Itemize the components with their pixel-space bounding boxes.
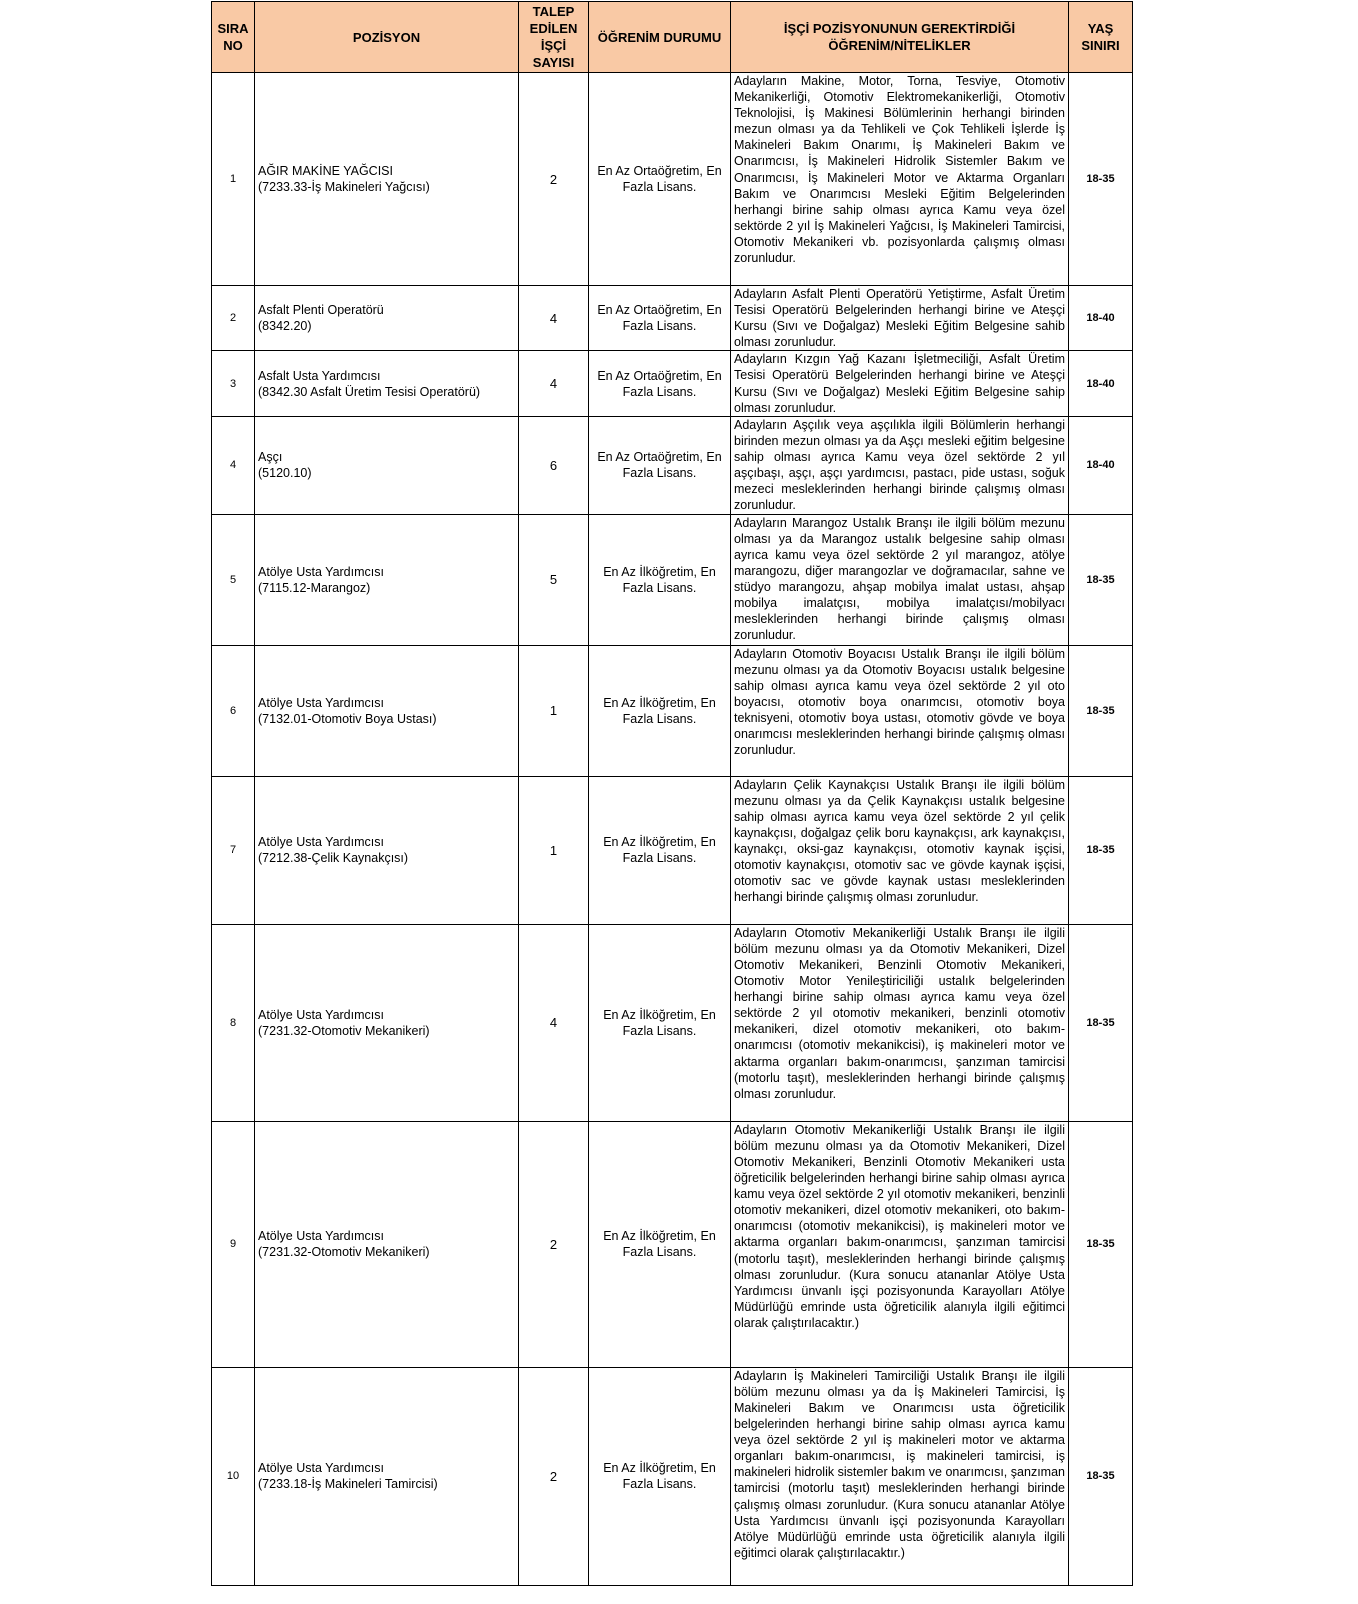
ogrenim-cell: En Az İlköğretim, En Fazla Lisans. xyxy=(589,514,731,645)
pozisyon-cell xyxy=(255,645,519,776)
nitelik-cell: Adayların Makine, Motor, Torna, Tesviye, Otomotiv Mekanikerliği, Otomotiv Elektromekanikerliği, Otomotiv Teknolojisi, İş Makinesi Bölümlerinin herhangi birinden mezun olması ya da Tehlikeli ve Çok Tehlikeli İşlerde İş Makineleri Bakım Onarımı, İş Makineleri Bakım ve Onarımcısı, İş Makineleri Hidrolik Sistemler Bakım ve Onarımcısı, İş Makineleri Motor ve Aktarma Organları Bakım ve Onarımcısı Mesleki Eğitim Belgelerinden herhangi birine sahip olması ayrıca Kamu veya özel sektörde 2 yıl İş Makineleri Yağcısı, İş Makineleri Tamircisi, Otomotiv Mekanikeri vb. pozisyonlarda çalışmış olması zorunludur. xyxy=(731,73,1069,286)
nitelik-cell: Adayların Otomotiv Boyacısı Ustalık Branşı ile ilgili bölüm mezunu olması ya da Otomotiv Boyacısı ustalık belgesine sahip olması ayrıca kamu veya özel sektörde 2 yıl oto boyacısı, otomotiv boya onarımcısı, otomotiv boya teknisyeni, otomotiv boya ustası, otomotiv gövde ve boya onarımcısı mesleklerinden herhangi birinde çalışmış olması zorunludur. xyxy=(731,645,1069,776)
header-sira-no: SIRA NO xyxy=(212,2,255,73)
sira-cell: 8 xyxy=(212,924,255,1121)
ogrenim-cell: En Az İlköğretim, En Fazla Lisans. xyxy=(589,645,731,776)
ogrenim-cell: En Az Ortaöğretim, En Fazla Lisans. xyxy=(589,351,731,416)
talep-cell: 5 xyxy=(519,514,589,645)
table-row xyxy=(212,73,1133,286)
table-row xyxy=(212,924,1133,1121)
pozisyon-code: (7132.01-Otomotiv Boya Ustası) xyxy=(258,711,437,726)
nitelik-cell: Adayların İş Makineleri Tamirciliği Ustalık Branşı ile ilgili bölüm mezunu olması ya da İş Makineleri Tamircisi, İş Makineleri Bakım ve Onarımcısı usta öğreticilik belgelerinden herhangi birine sahip olması ayrıca kamu veya özel sektörde 2 yıl iş makineleri motor ve aktarma organları bakım-onarımcısı, iş makineleri tamircisi, iş makineleri hidrolik sistemler bakım ve onarımcısı, şanzıman tamircisi (motorlu taşıt) mesleklerinden herhangi birinde çalışmış olması zorunludur. (Kura sonucu atananlar Atölye Usta Yardımcısı ünvanlı işçi pozisyonunda Karayolları Atölye Müdürlüğü emrinde usta öğreticilik alanıyla ilgili eğitimci olarak çalıştırılacaktır.) xyxy=(731,1367,1069,1585)
positions-table xyxy=(211,1,1133,1586)
nitelik-cell: Adayların Otomotiv Mekanikerliği Ustalık Branşı ile ilgili bölüm mezunu olması ya da Otomotiv Mekanikeri, Dizel Otomotiv Mekanikeri, Benzinli Otomotiv Mekanikeri usta öğreticilik belgelerinden herhangi birine sahip olması ayrıca kamu veya özel sektörde 2 yıl otomotiv mekanikeri, benzinli otomotiv mekanikeri, dizel otomotiv mekanikeri, oto bakım-onarımcısı (otomotiv mekanikcisi), iş makineleri motor ve aktarma organları bakım-onarımcısı, şanzıman tamircisi (motorlu taşıt), mesleklerinden herhangi birinde çalışmış olması zorunludur. (Kura sonucu atananlar Atölye Usta Yardımcısı ünvanlı işçi pozisyonunda Karayolları Atölye Müdürlüğü emrinde usta öğreticilik alanıyla ilgili eğitimci olarak çalıştırılacaktır.) xyxy=(731,1121,1069,1367)
yas-cell: 18-35 xyxy=(1069,514,1133,645)
talep-cell: 6 xyxy=(519,416,589,514)
header-pozisyon: POZİSYON xyxy=(255,2,519,73)
pozisyon-cell xyxy=(255,776,519,924)
pozisyon-name: Atölye Usta Yardımcısı xyxy=(258,1007,384,1022)
sira-cell: 5 xyxy=(212,514,255,645)
talep-cell: 1 xyxy=(519,776,589,924)
talep-cell: 4 xyxy=(519,351,589,416)
pozisyon-name: Atölye Usta Yardımcısı xyxy=(258,835,384,850)
sira-cell: 10 xyxy=(212,1367,255,1585)
ogrenim-cell: En Az İlköğretim, En Fazla Lisans. xyxy=(589,1121,731,1367)
sira-cell: 4 xyxy=(212,416,255,514)
talep-cell: 2 xyxy=(519,73,589,286)
nitelik-cell: Adayların Otomotiv Mekanikerliği Ustalık Branşı ile ilgili bölüm mezunu olması ya da Otomotiv Mekanikeri, Dizel Otomotiv Mekanikeri, Benzinli Otomotiv Mekanikeri, Otomotiv Motor Yenileştiriciliği ustalık belgelerinden herhangi birine sahip olması ayrıca kamu veya özel sektörde 2 yıl otomotiv mekanikeri, benzinli otomotiv mekanikeri, dizel otomotiv mekanikeri, oto bakım-onarımcısı (otomotiv mekanikcisi), iş makineleri motor ve aktarma organları bakım-onarımcısı, şanzıman tamircisi (motorlu taşıt), mesleklerinden herhangi birinde çalışmış olması zorunludur. xyxy=(731,924,1069,1121)
pozisyon-cell xyxy=(255,514,519,645)
table-row xyxy=(212,514,1133,645)
header-yas: YAŞ SINIRI xyxy=(1069,2,1133,73)
table-row xyxy=(212,645,1133,776)
yas-cell: 18-35 xyxy=(1069,1121,1133,1367)
pozisyon-name: Atölye Usta Yardımcısı xyxy=(258,695,384,710)
table-row xyxy=(212,1367,1133,1585)
talep-cell: 2 xyxy=(519,1121,589,1367)
nitelik-cell: Adayların Asfalt Plenti Operatörü Yetiştirme, Asfalt Üretim Tesisi Operatörü Belgelerinden herhangi birine ve Ateşçi Kursu (Sıvı ve Doğalgaz) Mesleki Eğitim Belgesine sahib olması zorunludur. xyxy=(731,286,1069,351)
nitelik-cell: Adayların Çelik Kaynakçısı Ustalık Branşı ile ilgili bölüm mezunu olması ya da Çelik Kaynakçısı ustalık belgesine sahip olması ayrıca kamu veya özel sektörde 2 yıl çelik kaynakçısı, doğalgaz çelik boru kaynakçısı, ark kaynakçısı, kaynakçı, oksi-gaz kaynakçısı, otomotiv kaynak işçisi, otomotiv kaynakçısı, otomotiv sac ve gövde kaynak işçisi, otomotiv sac ve gövde kaynak ustası mesleklerinden herhangi birinde çalışmış olması zorunludur. xyxy=(731,776,1069,924)
pozisyon-code: (7115.12-Marangoz) xyxy=(258,580,371,595)
sira-cell: 3 xyxy=(212,351,255,416)
yas-cell: 18-40 xyxy=(1069,351,1133,416)
pozisyon-cell xyxy=(255,73,519,286)
yas-cell: 18-35 xyxy=(1069,776,1133,924)
yas-cell: 18-40 xyxy=(1069,416,1133,514)
sira-cell: 9 xyxy=(212,1121,255,1367)
table-row xyxy=(212,776,1133,924)
table-header-row xyxy=(212,2,1133,73)
yas-cell: 18-40 xyxy=(1069,286,1133,351)
pozisyon-cell xyxy=(255,351,519,416)
pozisyon-name: Asfalt Plenti Operatörü xyxy=(258,303,384,318)
pozisyon-code: (5120.10) xyxy=(258,466,312,481)
pozisyon-code: (7212.38-Çelik Kaynakçısı) xyxy=(258,851,409,866)
nitelik-cell: Adayların Marangoz Ustalık Branşı ile ilgili bölüm mezunu olması ya da Marangoz ustalık belgesine sahip olması ayrıca kamu veya özel sektörde 2 yıl marangoz, atölye marangozu, diğer marangozlar ve doğramacılar, sahne ve stüdyo marangozu, ahşap mobilya imalat ustası, ahşap mobilya imalatçısı, mobilya imalatçısı/mobilyacı mesleklerinden herhangi birinde çalışmış olması zorunludur. xyxy=(731,514,1069,645)
sira-cell: 2 xyxy=(212,286,255,351)
ogrenim-cell: En Az İlköğretim, En Fazla Lisans. xyxy=(589,1367,731,1585)
ogrenim-cell: En Az İlköğretim, En Fazla Lisans. xyxy=(589,776,731,924)
pozisyon-cell xyxy=(255,924,519,1121)
pozisyon-code: (7231.32-Otomotiv Mekanikeri) xyxy=(258,1245,430,1260)
pozisyon-code: (7233.33-İş Makineleri Yağcısı) xyxy=(258,180,430,194)
pozisyon-code: (7231.32-Otomotiv Mekanikeri) xyxy=(258,1023,430,1038)
pozisyon-cell xyxy=(255,416,519,514)
table-row xyxy=(212,286,1133,351)
talep-cell: 1 xyxy=(519,645,589,776)
talep-cell: 4 xyxy=(519,286,589,351)
table-row xyxy=(212,416,1133,514)
yas-cell: 18-35 xyxy=(1069,924,1133,1121)
pozisyon-code: (8342.30 Asfalt Üretim Tesisi Operatörü) xyxy=(258,384,481,399)
nitelik-cell: Adayların Aşçılık veya aşçılıkla ilgili Bölümlerin herhangi birinden mezun olması ya da Aşçı mesleki eğitim belgesine sahip olması ayrıca Kamu veya özel sektörde 2 yıl aşçıbaşı, aşçı, aşçı yardımcısı, pastacı, pide ustası, soğuk mezeci mesleklerinden herhangi birinde çalışmış olması zorunludur. xyxy=(731,416,1069,514)
table-row xyxy=(212,351,1133,416)
yas-cell: 18-35 xyxy=(1069,73,1133,286)
pozisyon-cell xyxy=(255,286,519,351)
nitelik-cell: Adayların Kızgın Yağ Kazanı İşletmeciliği, Asfalt Üretim Tesisi Operatörü Belgelerinden herhangi birine ve Ateşçi Kursu (Sıvı ve Doğalgaz) Mesleki Eğitim Belgesine sahip olması zorunludur. xyxy=(731,351,1069,416)
pozisyon-code: (8342.20) xyxy=(258,319,312,334)
talep-cell: 2 xyxy=(519,1367,589,1585)
sira-cell: 6 xyxy=(212,645,255,776)
header-nitelikler: İŞÇİ POZİSYONUNUN GEREKTİRDİĞİ ÖĞRENİM/NİTELİKLER xyxy=(731,2,1069,73)
sira-cell: 1 xyxy=(212,73,255,286)
ogrenim-cell: En Az Ortaöğretim, En Fazla Lisans. xyxy=(589,73,731,286)
pozisyon-name: Atölye Usta Yardımcısı xyxy=(258,1229,384,1244)
pozisyon-code: (7233.18-İş Makineleri Tamircisi) xyxy=(258,1477,438,1492)
header-talep: TALEP EDİLEN İŞÇİ SAYISI xyxy=(519,2,589,73)
header-ogrenim: ÖĞRENİM DURUMU xyxy=(589,2,731,73)
pozisyon-name: Aşçı xyxy=(258,450,283,465)
pozisyon-cell xyxy=(255,1367,519,1585)
ogrenim-cell: En Az İlköğretim, En Fazla Lisans. xyxy=(589,924,731,1121)
pozisyon-cell xyxy=(255,1121,519,1367)
ogrenim-cell: En Az Ortaöğretim, En Fazla Lisans. xyxy=(589,416,731,514)
ogrenim-cell: En Az Ortaöğretim, En Fazla Lisans. xyxy=(589,286,731,351)
pozisyon-name: Asfalt Usta Yardımcısı xyxy=(258,368,381,383)
yas-cell: 18-35 xyxy=(1069,1367,1133,1585)
pozisyon-name: AĞIR MAKİNE YAĞCISI xyxy=(258,164,393,178)
sira-cell: 7 xyxy=(212,776,255,924)
yas-cell: 18-35 xyxy=(1069,645,1133,776)
talep-cell: 4 xyxy=(519,924,589,1121)
table-row xyxy=(212,1121,1133,1367)
pozisyon-name: Atölye Usta Yardımcısı xyxy=(258,564,384,579)
pozisyon-name: Atölye Usta Yardımcısı xyxy=(258,1461,384,1476)
